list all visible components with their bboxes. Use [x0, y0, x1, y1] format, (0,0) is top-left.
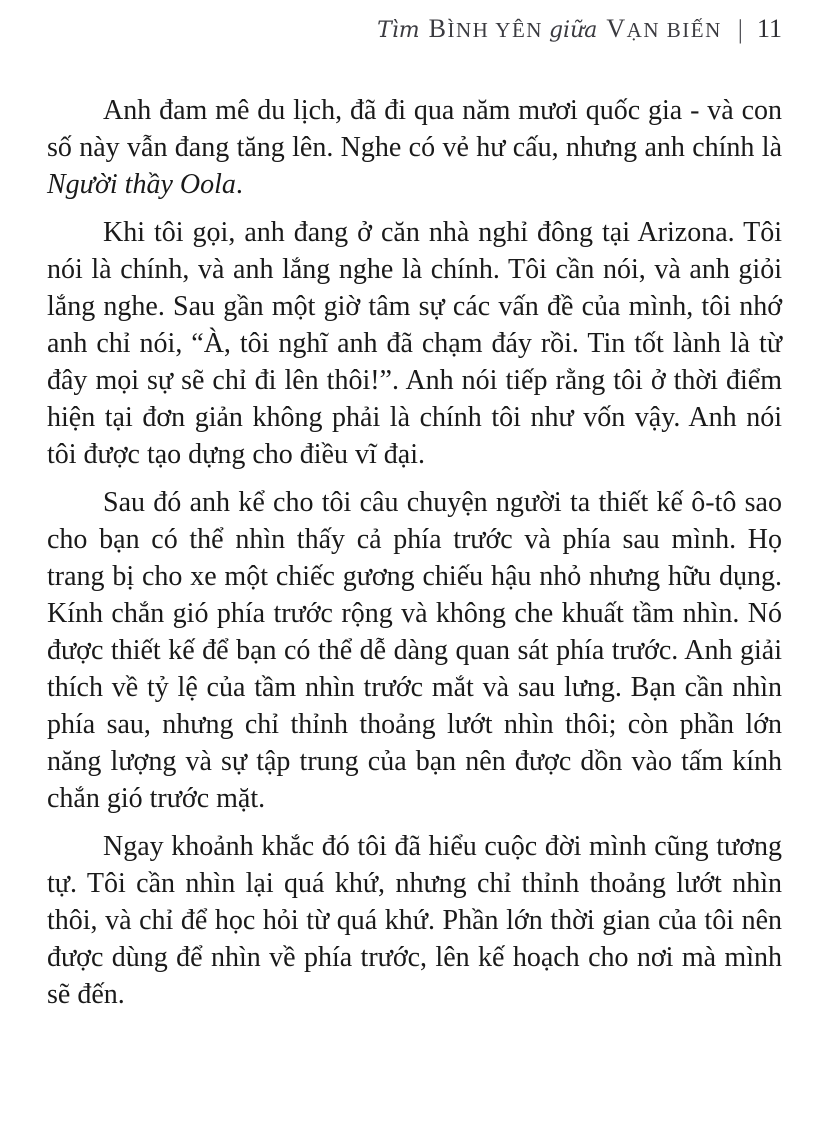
paragraph-1-italic-phrase: Người thầy Oola — [47, 169, 236, 200]
running-header — [47, 12, 782, 46]
paragraph-1 — [47, 92, 782, 203]
paragraph-1-text-before: Anh đam mê du lịch, đã đi qua năm mươi quốc gia - và con số này vẫn đang tăng lên. Nghe có vẻ hư cấu, nhưng anh chính là — [47, 95, 782, 163]
header-title-caps-word-2: VẠN BIẾN — [606, 14, 722, 43]
page-body — [47, 92, 782, 1013]
paragraph-4: Ngay khoảnh khắc đó tôi đã hiểu cuộc đời mình cũng tương tự. Tôi cần nhìn lại quá khứ, nhưng chỉ thỉnh thoảng lướt nhìn thôi, và chỉ để học hỏi từ quá khứ. Phần lớn thời gian của tôi nên được dùng để nhìn về phía trước, lên kế hoạch cho nơi mà mình sẽ đến. — [47, 831, 782, 1010]
header-title-script-word-2: giữa — [548, 18, 598, 43]
paragraph-1-text-after: . — [235, 169, 243, 200]
header-title-caps-word-1: BÌNH YÊN — [428, 14, 543, 43]
header-separator: | — [737, 15, 743, 44]
paragraph-3: Sau đó anh kể cho tôi câu chuyện người ta thiết kế ô-tô sao cho bạn có thể nhìn thấy cả phía trước và phía sau mình. Họ trang bị cho xe một chiếc gương chiếu hậu nhỏ nhưng hữu dụng. Kính chắn gió phía trước rộng và không che khuất tầm nhìn. Nó được thiết kế để bạn có thể dễ dàng quan sát phía trước. Anh giải thích về tỷ lệ của tầm nhìn trước mắt và sau lưng. Bạn cần nhìn phía sau, nhưng chỉ thỉnh thoảng lướt nhìn thôi; còn phần lớn năng lượng và sự tập trung của bạn nên được dồn vào tấm kính chắn gió trước mặt. — [47, 487, 782, 814]
paragraph-2: Khi tôi gọi, anh đang ở căn nhà nghỉ đông tại Arizona. Tôi nói là chính, và anh lắng nghe là chính. Tôi cần nói, và anh giỏi lắng nghe. Sau gần một giờ tâm sự các vấn đề của mình, tôi nhớ anh chỉ nói, “À, tôi nghĩ anh đã chạm đáy rồi. Tin tốt lành là từ đây mọi sự sẽ chỉ đi lên thôi!”. Anh nói tiếp rằng tôi ở thời điểm hiện tại đơn giản không phải là chính tôi như vốn vậy. Anh nói tôi được tạo dựng cho điều vĩ đại. — [47, 217, 782, 470]
page-number: 11 — [756, 14, 782, 43]
header-title-script-word-1: Tìm — [377, 18, 420, 43]
